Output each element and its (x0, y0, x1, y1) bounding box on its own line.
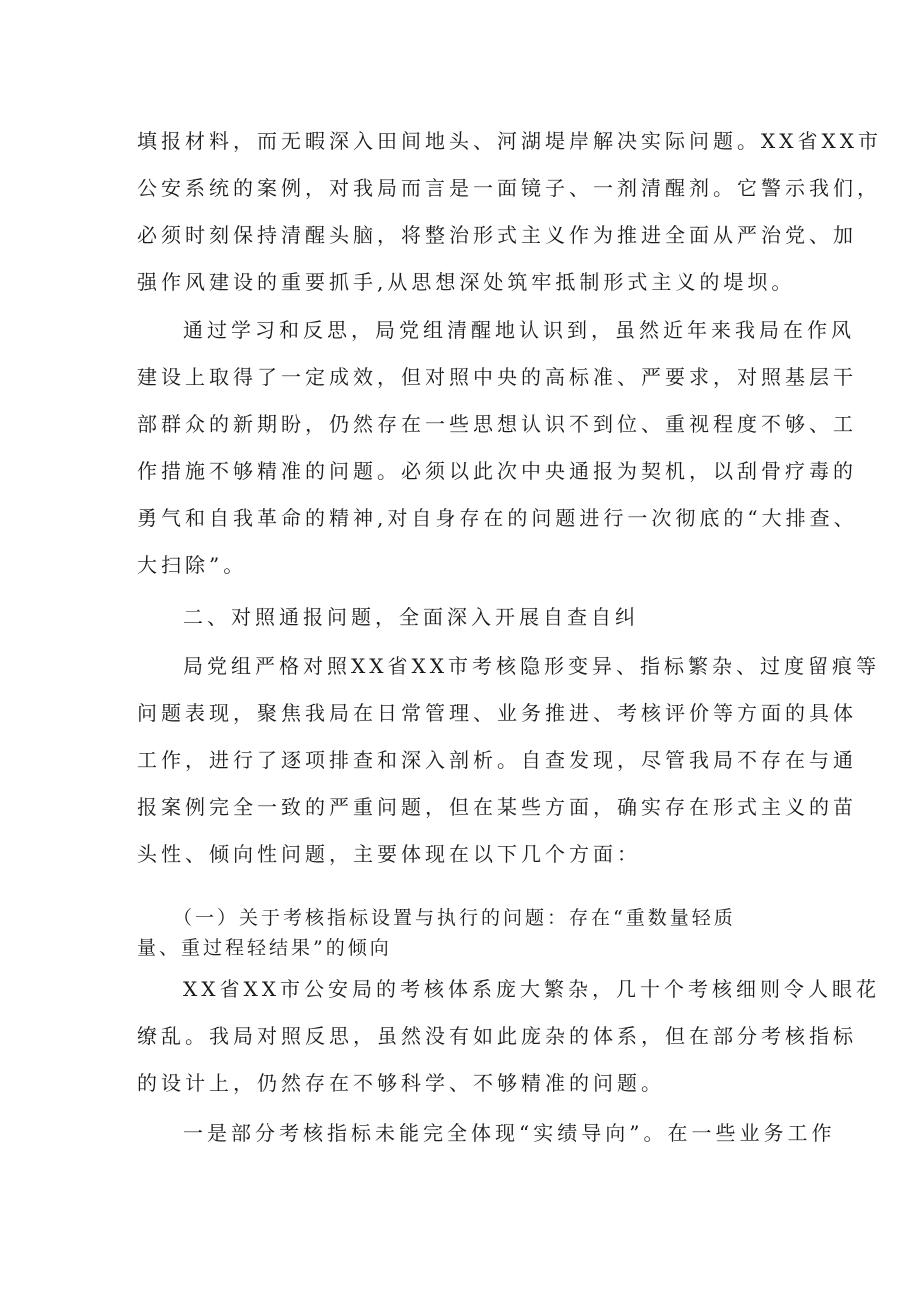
paragraph-line: 头性、倾向性问题，主要体现在以下几个方面： (137, 842, 641, 866)
sub-heading-line: 量、重过程轻结果”的倾向 (137, 937, 392, 959)
paragraph-line: 公安系统的案例，对我局而言是一面镜子、一剂清醒剂。它警示我们， (137, 176, 881, 200)
paragraph-line: 的设计上，仍然存在不够科学、不够精准的问题。 (137, 1071, 665, 1095)
section-heading-text: 二、对照通报问题，全面深入开展自查自纠 (183, 605, 639, 629)
paragraph-line: 一是部分考核指标未能完全体现“实绩导向”。在一些业务工作 (183, 1121, 836, 1145)
paragraph-line: 作措施不够精准的问题。必须以此次中央通报为契机，以刮骨疗毒的 (137, 459, 857, 483)
paragraph-line: 问题表现，聚焦我局在日常管理、业务推进、考核评价等方面的具体 (137, 701, 857, 725)
paragraph-4 (137, 966, 880, 1107)
paragraph-line: XX省XX市公安局的考核体系庞大繁杂，几十个考核细则令人眼花 (183, 977, 880, 1001)
sub-heading (137, 903, 797, 963)
paragraph-line: 建设上取得了一定成效，但对照中央的高标准、严要求，对照基层干 (137, 365, 857, 389)
paragraph-5 (137, 1110, 836, 1157)
paragraph-line: 局党组严格对照XX省XX市考核隐形变异、指标繁杂、过度留痕等 (183, 654, 880, 678)
paragraph-line: 填报材料，而无暇深入田间地头、河湖堤岸解决实际问题。XX省XX市 (137, 129, 882, 153)
paragraph-line: 强作风建设的重要抓手,从思想深处筑牢抵制形式主义的堤坝。 (137, 270, 796, 294)
paragraph-line: 缭乱。我局对照反思，虽然没有如此庞杂的体系，但在部分考核指标 (137, 1024, 857, 1048)
paragraph-line: 勇气和自我革命的精神,对自身存在的问题进行一次彻底的“大排查、 (137, 506, 858, 530)
paragraph-line: 部群众的新期盼，仍然存在一些思想认识不到位、重视程度不够、工 (137, 412, 857, 436)
paragraph-2 (137, 307, 858, 589)
paragraph-line: 工作，进行了逐项排查和深入剖析。自查发现，尽管我局不存在与通 (137, 748, 857, 772)
paragraph-line: 报案例完全一致的严重问题，但在某些方面，确实存在形式主义的苗 (137, 795, 857, 819)
paragraph-1 (137, 118, 882, 306)
sub-heading-line: （一）关于考核指标设置与执行的问题：存在“重数量轻质 (173, 907, 736, 929)
paragraph-3 (137, 643, 880, 878)
paragraph-line: 通过学习和反思，局党组清醒地认识到，虽然近年来我局在作风 (183, 318, 855, 342)
section-heading (137, 594, 797, 641)
paragraph-line: 必须时刻保持清醒头脑，将整治形式主义作为推进全面从严治党、加 (137, 223, 857, 247)
paragraph-line: 大扫除”。 (137, 553, 248, 577)
